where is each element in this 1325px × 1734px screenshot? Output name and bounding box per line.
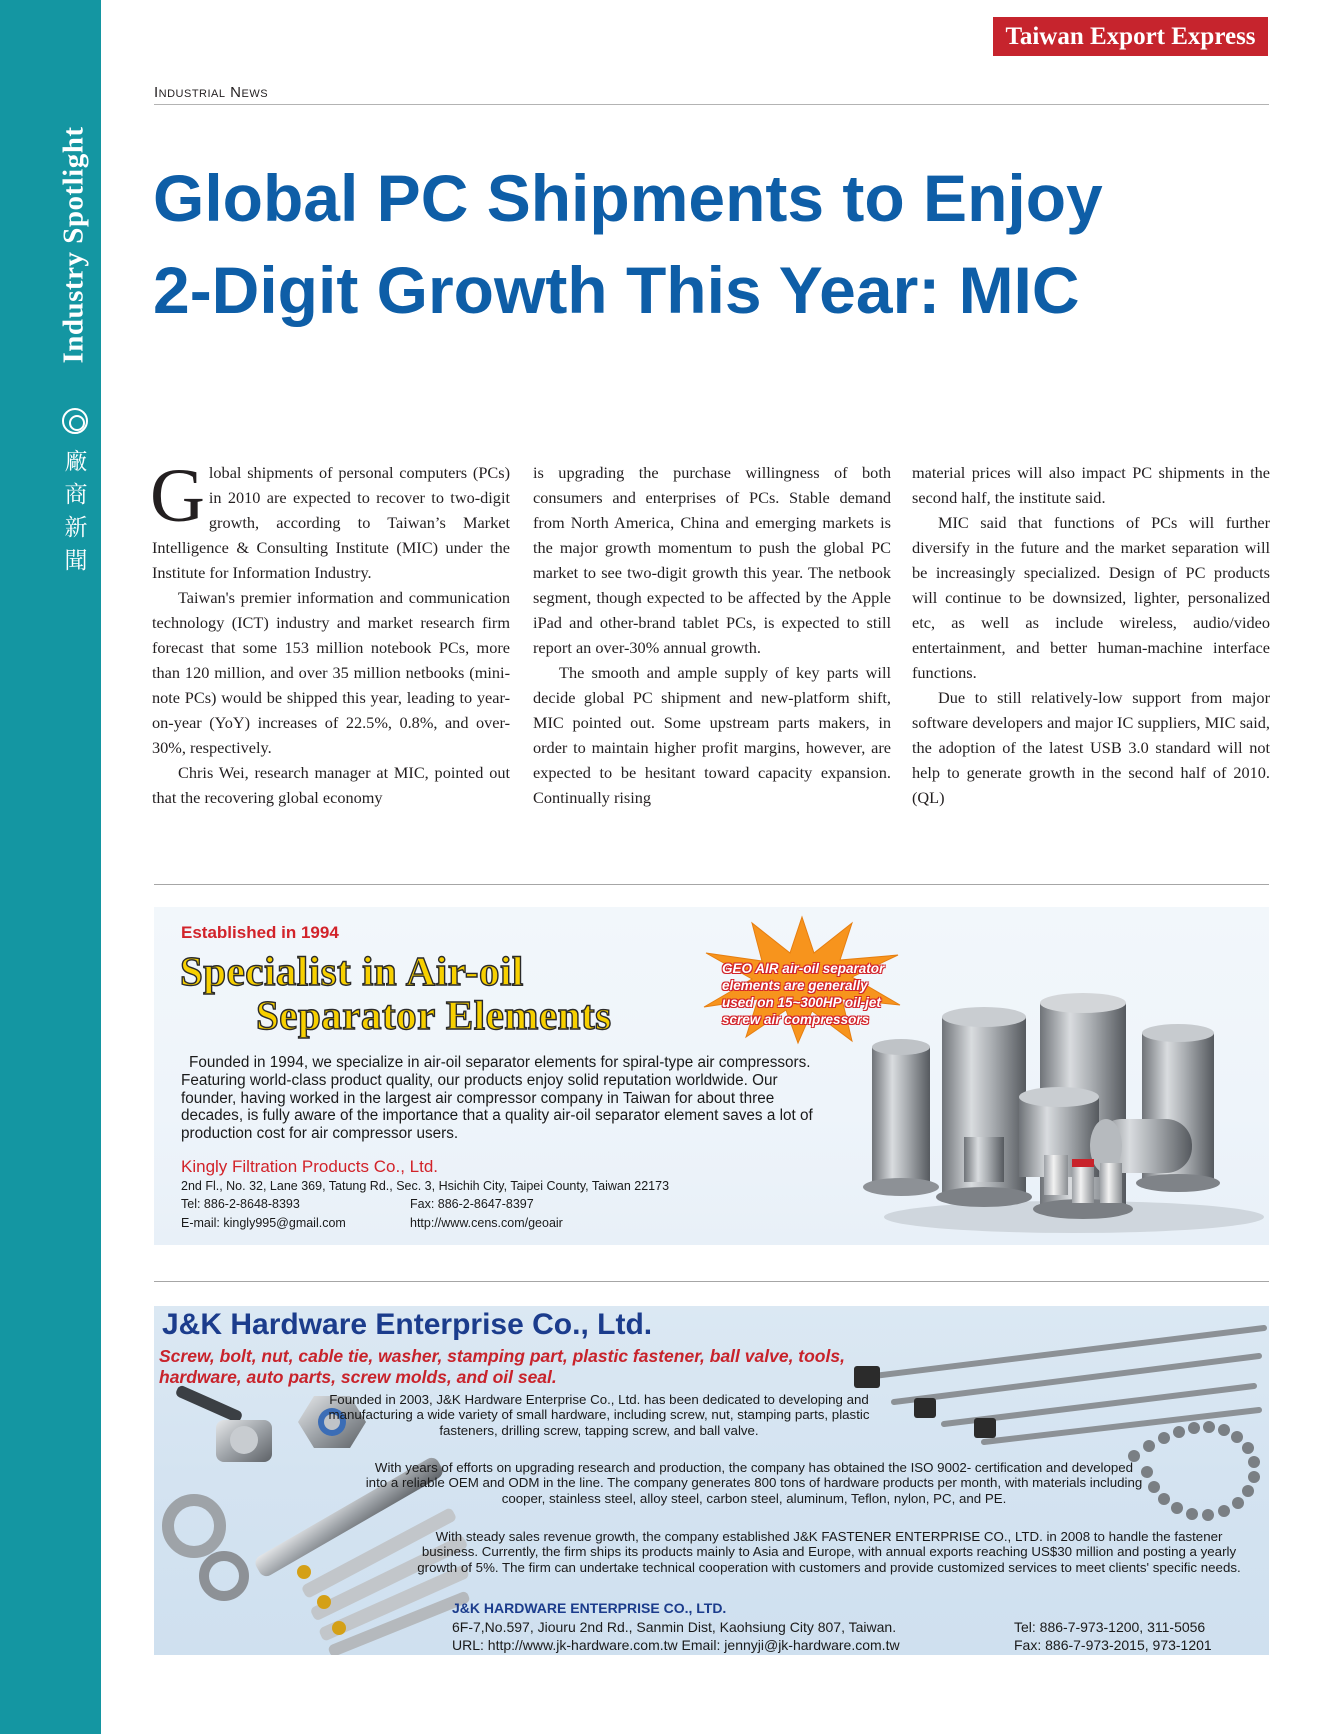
ad-divider <box>154 884 1269 885</box>
sidebar-vertical-title: Industry Spotlight <box>57 126 90 364</box>
article-headline <box>153 152 1263 336</box>
article-column-3 <box>912 460 1270 810</box>
sidebar-vertical-title-box <box>52 110 96 380</box>
ad2-product-list: Screw, bolt, nut, cable tie, washer, stamping part, plastic fastener, ball valve, tools, hardware, auto parts, screw molds, and oil seal. <box>159 1346 845 1387</box>
section-label: Industrial News <box>154 84 269 101</box>
ad2-paragraph-3: With steady sales revenue growth, the company established J&K FASTENER ENTERPRISE CO., LTD. in 2008 to handle the fastener business. Currently, the firm ships its products mainly to Asia and Europe, with annual exports reaching US$30 million and posting a yearly growth of 5%. The firm can undertake technical cooperation with customers and provide customized services to meet clients' specific needs. <box>417 1529 1241 1575</box>
ad1-fax: Fax: 886-2-8647-8397 <box>410 1197 534 1211</box>
starburst-line: GEO AIR air-oil separator <box>722 961 885 976</box>
masthead-banner: Taiwan Export Express <box>993 17 1268 56</box>
starburst-line: elements are generally <box>722 978 868 993</box>
article-column-1 <box>150 454 510 810</box>
article-paragraph: is upgrading the purchase willingness of both consumers and enterprises of PCs. Stable demand from North America, China and emerging markets is the major growth momentum to push the global PC market to see two-digit growth this year. The netbook segment, though expected to be affected by the Apple iPad and other-brand tablet PCs, is expected to still report an over-30% annual growth. <box>533 463 891 657</box>
starburst-line: screw air compressors <box>722 1012 870 1027</box>
article-paragraph: MIC said that functions of PCs will further diversify in the future and the market separation will be increasingly specialized. Design of PC products will continue to be downsized, lighter, personalized etc, as well as include wireless, audio/video entertainment, and better human-machine interface functions. <box>912 513 1270 682</box>
ad1-headline-line-1: Specialist in Air-oil <box>180 948 524 994</box>
ad1-email: E-mail: kingly995@gmail.com <box>181 1216 346 1230</box>
headline-line-2: 2-Digit Growth This Year: MIC <box>153 253 1080 327</box>
ad1-body-text: Founded in 1994, we specialize in air-oil separator elements for spiral-type air compressors. Featuring world-class product quality, our products enjoy solid reputation worldwide. Our founder, having worked in the largest air compressor company in Taiwan for about three decades, is fully aware of the importance that a quality air-oil separator element saves a lot of production cost for air compressor users. <box>181 1054 813 1143</box>
ad1-url: http://www.cens.com/geoair <box>410 1216 563 1230</box>
ad1-company-name: Kingly Filtration Products Co., Ltd. <box>181 1157 439 1176</box>
article-paragraph: Chris Wei, research manager at MIC, pointed out that the recovering global economy <box>152 763 510 807</box>
article-column-2 <box>533 460 891 810</box>
ad1-telephone: Tel: 886-2-8648-8393 <box>181 1197 300 1211</box>
sidebar-cjk-char: 新 <box>64 515 88 541</box>
ad1-headline-line-2: Separator Elements <box>256 992 612 1038</box>
ad2-company-title: J&K Hardware Enterprise Co., Ltd. <box>162 1308 653 1341</box>
article-paragraph: Taiwan's premier information and communication technology (ICT) industry and market research firm forecast that some 153 million notebook PCs, more than 120 million, and over 35 million netbooks (mini-note PCs) would be shipped this year, leading to year-on-year (YoY) increases of 22.5%, 0.8%, and over-30%, respectively. <box>152 588 510 757</box>
advertisement-jk-hardware <box>154 1306 1269 1655</box>
article-body <box>150 454 1270 860</box>
ad2-telephone: Tel: 886-7-973-1200, 311-5056 <box>1014 1619 1206 1635</box>
article-paragraph-text: lobal shipments of personal computers (PCs) in 2010 are expected to recover to two-digit growth, according to Taiwan’s Market Intelligence & Consulting Institute (MIC) under the Institute for Information Industry. <box>152 463 510 582</box>
article-paragraph: Due to still relatively-low support from major software developers and major IC suppliers, MIC said, the adoption of the latest USB 3.0 standard will not help to generate growth in the second half of 2010. (QL) <box>912 688 1270 807</box>
ad2-paragraph-2: With years of efforts on upgrading research and production, the company has obtained the ISO 9002- certification and developed into a reliable OEM and ODM in the line. The company generates 800 tons of hardware products per month, with materials including cooper, stainless steel, alloy steel, carbon steel, aluminum, Teflon, nylon, PC, and PE. <box>365 1460 1143 1506</box>
ad1-address: 2nd Fl., No. 32, Lane 369, Tatung Rd., Sec. 3, Hsichih City, Taipei County, Taiwan 22173 <box>181 1179 670 1193</box>
headline-line-1: Global PC Shipments to Enjoy <box>153 161 1103 235</box>
starburst-line: used on 15~300HP oil-jet <box>722 995 881 1010</box>
sidebar-cjk-char: 商 <box>64 482 88 508</box>
advertisement-kingly <box>154 907 1269 1245</box>
sidebar-cjk-char: 廠 <box>64 449 88 475</box>
article-paragraph: material prices will also impact PC shipments in the second half, the institute said. <box>912 463 1270 507</box>
ad-divider <box>154 1281 1269 1282</box>
article-paragraph: The smooth and ample supply of key parts will decide global PC shipment and new-platform shift, MIC pointed out. Some upstream parts makers, in order to maintain higher profit margins, however, are expected to be hesitant toward capacity expansion. Continually rising <box>533 663 891 807</box>
separator-elements-image <box>844 987 1264 1237</box>
ad2-address: 6F-7,No.597, Jiouru 2nd Rd., Sanmin Dist, Kaohsiung City 807, Taiwan. <box>452 1619 897 1635</box>
drop-cap: G <box>150 454 205 538</box>
article-paragraph <box>150 454 510 585</box>
sidebar-circle-mark-icon <box>62 408 88 434</box>
ad2-company-name: J&K HARDWARE ENTERPRISE CO., LTD. <box>452 1600 727 1616</box>
section-divider <box>154 104 1269 105</box>
ad2-paragraph-1: Founded in 2003, J&K Hardware Enterprise Co., Ltd. has been dedicated to developing and manufacturing a wide variety of small hardware, including screw, nut, stamping parts, plastic fasteners, drilling screw, tapping screw, and ball valve. <box>328 1392 870 1438</box>
sidebar-cjk-char: 聞 <box>64 548 88 574</box>
ad2-fax: Fax: 886-7-973-2015, 973-1201 <box>1014 1637 1212 1653</box>
sidebar-cjk-label <box>60 446 92 578</box>
ad1-established: Established in 1994 <box>181 923 339 942</box>
ad2-url-email: URL: http://www.jk-hardware.com.tw Email: jennyji@jk-hardware.com.tw <box>452 1637 900 1653</box>
